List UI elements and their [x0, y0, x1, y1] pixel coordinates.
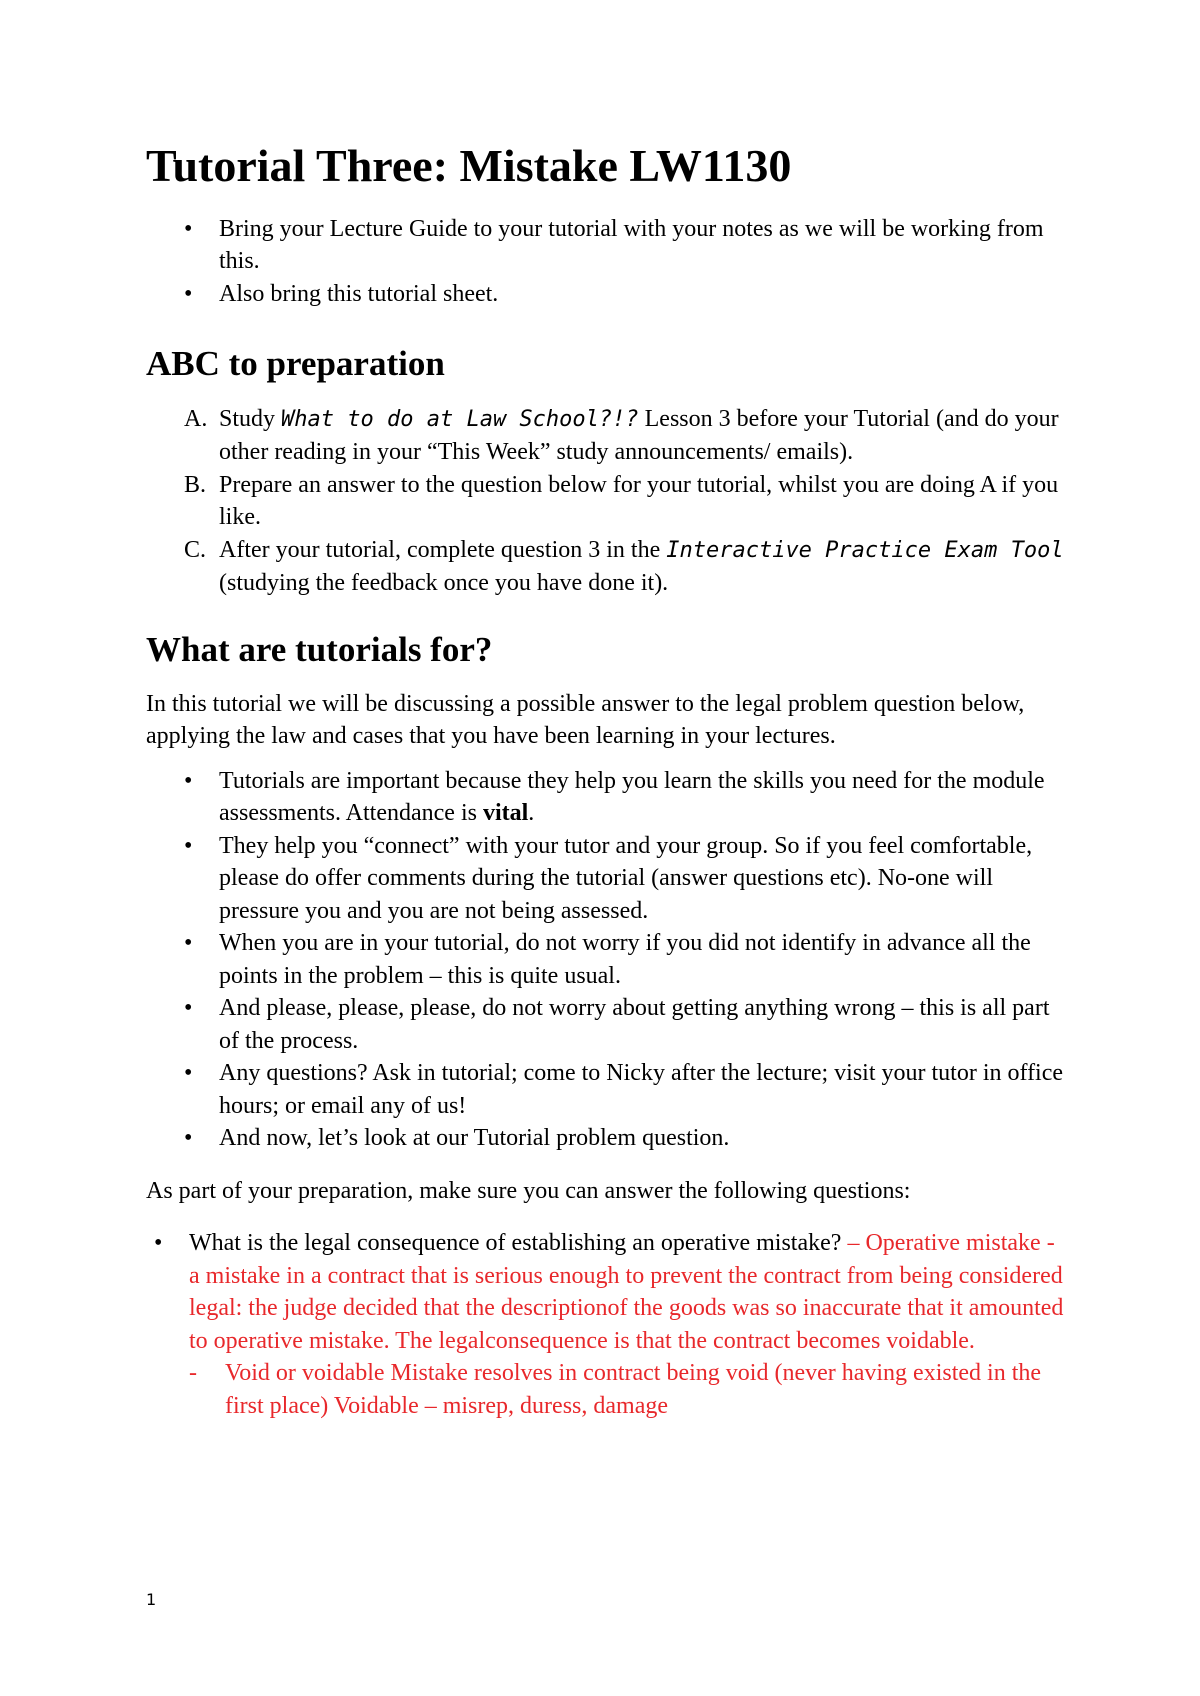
- document-page: [146, 140, 1066, 1422]
- preparation-intro: As part of your preparation, make sure you can answer the following questions:: [146, 1177, 911, 1204]
- emphasis-vital: vital: [482, 800, 529, 827]
- tutorials-paragraph: In this tutorial we will be discussing a possible answer to the legal problem question below, applying the law and cases that you have been learning in your lectures.: [146, 690, 1025, 750]
- list-item: C. After your tutorial, complete question 3 in the Interactive Practice Exam Tool (studying the feedback once you have done it).: [146, 534, 1066, 600]
- list-item: • And please, please, please, do not worry about getting anything wrong – this is all part of the process.: [146, 992, 1066, 1057]
- list-letter: B.: [184, 471, 207, 498]
- page-number: 1: [146, 1590, 157, 1609]
- bullet-icon: •: [184, 215, 193, 242]
- bullet-icon: •: [184, 832, 193, 859]
- sub-answer-text: Void or voidable Mistake resolves in contract being void (never having existed in the first place) Voidable – misrep, duress, damage: [225, 1360, 1042, 1419]
- list-item: • Bring your Lecture Guide to your tutorial with your notes as we will be working from this.: [146, 213, 1066, 278]
- abc-heading: ABC to preparation: [146, 344, 445, 384]
- list-item: • They help you “connect” with your tutor and your group. So if you feel comfortable, please do offer comments during the tutorial (answer questions etc). No-one will pressure you and you are not being assessed.: [146, 830, 1066, 928]
- list-item: • Tutorials are important because they help you learn the skills you need for the module assessments. Attendance is vital.: [146, 765, 1066, 830]
- bullet-icon: •: [184, 767, 193, 794]
- abc-list: [146, 403, 1066, 600]
- intro-bullet-list: [146, 213, 1066, 311]
- question-list: [146, 1227, 1066, 1422]
- document-title: Tutorial Three: Mistake LW1130: [146, 140, 792, 191]
- tutorials-heading: What are tutorials for?: [146, 629, 493, 669]
- answer-text: – Operative mistake - a mistake in a contract that is serious enough to prevent the contract from being considered legal: the judge decided that the descriptionof the goods was so inaccurate that it amounted to operative mistake. The legalconsequence is that the contract becomes voidable.: [189, 1230, 1064, 1354]
- list-item: A. Study What to do at Law School?!? Lesson 3 before your Tutorial (and do your other reading in your “This Week” study announcements/ emails).: [146, 403, 1066, 469]
- list-letter: C.: [184, 536, 207, 563]
- list-letter: A.: [184, 405, 208, 432]
- list-item: [146, 1227, 1066, 1422]
- bullet-icon: •: [184, 930, 193, 957]
- tool-reference: Interactive Practice Exam Tool: [666, 537, 1064, 563]
- bullet-icon: •: [184, 280, 193, 307]
- list-item: [189, 1357, 1066, 1422]
- bullet-icon: •: [184, 1060, 193, 1087]
- list-item: • Any questions? Ask in tutorial; come to Nicky after the lecture; visit your tutor in office hours; or email any of us!: [146, 1057, 1066, 1122]
- dash-icon: -: [189, 1360, 197, 1387]
- bullet-icon: •: [154, 1230, 163, 1257]
- list-item: • Also bring this tutorial sheet.: [146, 278, 1066, 311]
- list-item: • When you are in your tutorial, do not worry if you did not identify in advance all the points in the problem – this is quite usual.: [146, 927, 1066, 992]
- list-item: • And now, let’s look at our Tutorial problem question.: [146, 1122, 1066, 1155]
- lesson-reference: What to do at Law School?!?: [281, 406, 639, 432]
- question-text: What is the legal consequence of establishing an operative mistake?: [189, 1230, 842, 1257]
- bullet-icon: •: [184, 995, 193, 1022]
- answer-sub-list: [189, 1357, 1066, 1422]
- bullet-icon: •: [184, 1125, 193, 1152]
- tutorials-bullet-list: [146, 765, 1066, 1155]
- list-item: B. Prepare an answer to the question below for your tutorial, whilst you are doing A if you like.: [146, 469, 1066, 534]
